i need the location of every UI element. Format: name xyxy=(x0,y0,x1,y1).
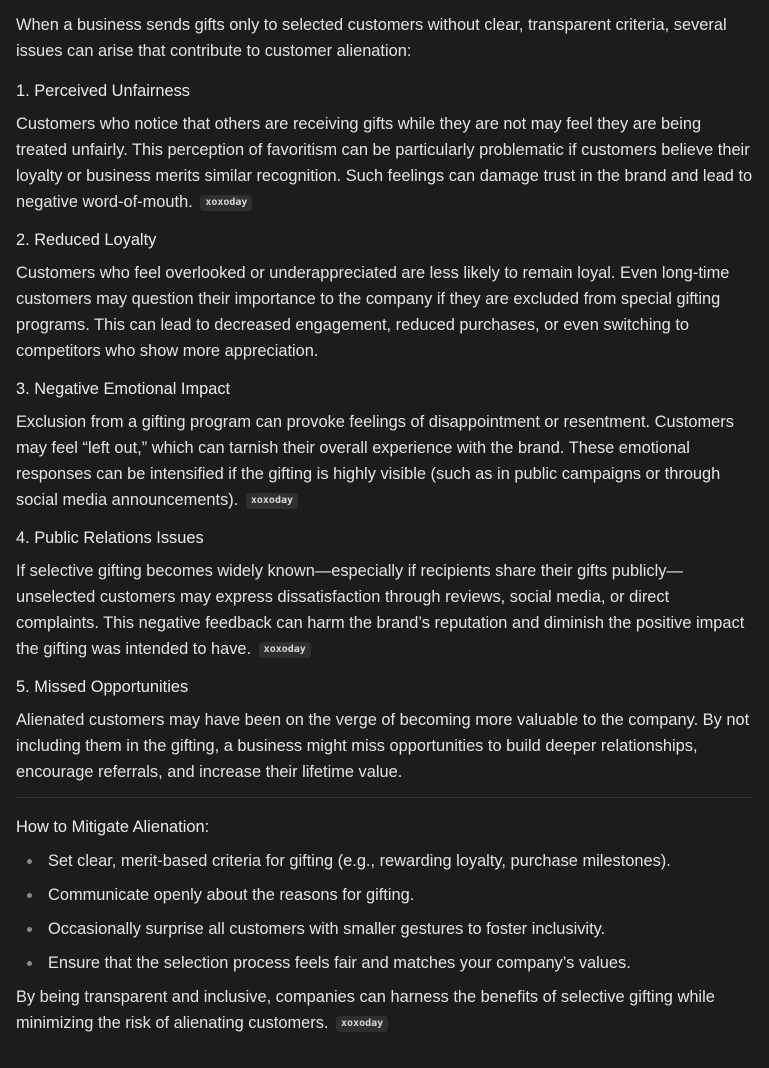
citation-badge[interactable]: xoxoday xyxy=(259,642,311,658)
section-negative-emotional-impact xyxy=(16,376,753,513)
list-item xyxy=(16,882,753,908)
section-text: Customers who feel overlooked or underappreciated are less likely to remain loyal. Even long-time customers may question their importance to the company if they are excluded from special gifting programs. This can lead to decreased engagement, reduced purchases, or even switching to competitors who show more appreciation. xyxy=(16,264,730,360)
list-item-text: Occasionally surprise all customers with smaller gestures to foster inclusivity. xyxy=(48,920,606,938)
section-perceived-unfairness xyxy=(16,78,753,215)
mitigation-list xyxy=(16,848,753,976)
list-item-text: Communicate openly about the reasons for gifting. xyxy=(48,886,415,904)
section-body xyxy=(16,260,753,364)
section-text: Alienated customers may have been on the verge of becoming more valuable to the company. By not including them in the gifting, a business might miss opportunities to build deeper relationships, encourage referrals, and increase their lifetime value. xyxy=(16,711,750,781)
section-missed-opportunities xyxy=(16,674,753,785)
section-reduced-loyalty xyxy=(16,227,753,364)
section-body xyxy=(16,111,753,215)
list-item-text: Set clear, merit-based criteria for gifting (e.g., rewarding loyalty, purchase milestones). xyxy=(48,852,671,870)
bullet-icon xyxy=(27,859,32,864)
section-heading: 2. Reduced Loyalty xyxy=(16,231,157,249)
list-item-text: Ensure that the selection process feels fair and matches your company’s values. xyxy=(48,954,631,972)
list-item xyxy=(16,950,753,976)
section-body xyxy=(16,558,753,662)
section-body xyxy=(16,409,753,513)
section-body xyxy=(16,707,753,785)
citation-badge[interactable]: xoxoday xyxy=(246,493,298,509)
mitigation-heading: How to Mitigate Alienation: xyxy=(16,818,210,836)
section-text: Exclusion from a gifting program can provoke feelings of disappointment or resentment. Customers may feel “left out,” which can tarnish their overall experience with the brand. These emotional responses can be intensified if the gifting is highly visible (such as in public campaigns or through social media announcements). xyxy=(16,413,734,509)
section-heading: 1. Perceived Unfairness xyxy=(16,82,191,100)
section-heading: 5. Missed Opportunities xyxy=(16,678,189,696)
closing-text: By being transparent and inclusive, companies can harness the benefits of selective gifting while minimizing the risk of alienating customers. xyxy=(16,988,715,1032)
citation-badge[interactable]: xoxoday xyxy=(200,195,252,211)
citation-badge[interactable]: xoxoday xyxy=(336,1016,388,1032)
section-heading: 4. Public Relations Issues xyxy=(16,529,204,547)
section-text: If selective gifting becomes widely known—especially if recipients share their gifts publicly—unselected customers may express dissatisfaction through reviews, social media, or direct complaints. This negative feedback can harm the brand’s reputation and diminish the positive impact the gifting was intended to have. xyxy=(16,562,745,658)
bullet-icon xyxy=(27,927,32,932)
bullet-icon xyxy=(27,961,32,966)
bullet-icon xyxy=(27,893,32,898)
section-text: Customers who notice that others are receiving gifts while they are not may feel they are being treated unfairly. This perception of favoritism can be particularly problematic if customers believe their loyalty or business merits similar recognition. Such feelings can damage trust in the brand and lead to negative word-of-mouth. xyxy=(16,115,753,211)
list-item xyxy=(16,916,753,942)
closing-paragraph xyxy=(16,984,753,1036)
section-public-relations-issues xyxy=(16,525,753,662)
list-item xyxy=(16,848,753,874)
mitigation-section xyxy=(16,814,753,976)
intro-paragraph: When a business sends gifts only to selected customers without clear, transparent criteria, several issues can arise that contribute to customer alienation: xyxy=(16,16,727,60)
divider xyxy=(16,797,753,798)
section-heading: 3. Negative Emotional Impact xyxy=(16,380,231,398)
